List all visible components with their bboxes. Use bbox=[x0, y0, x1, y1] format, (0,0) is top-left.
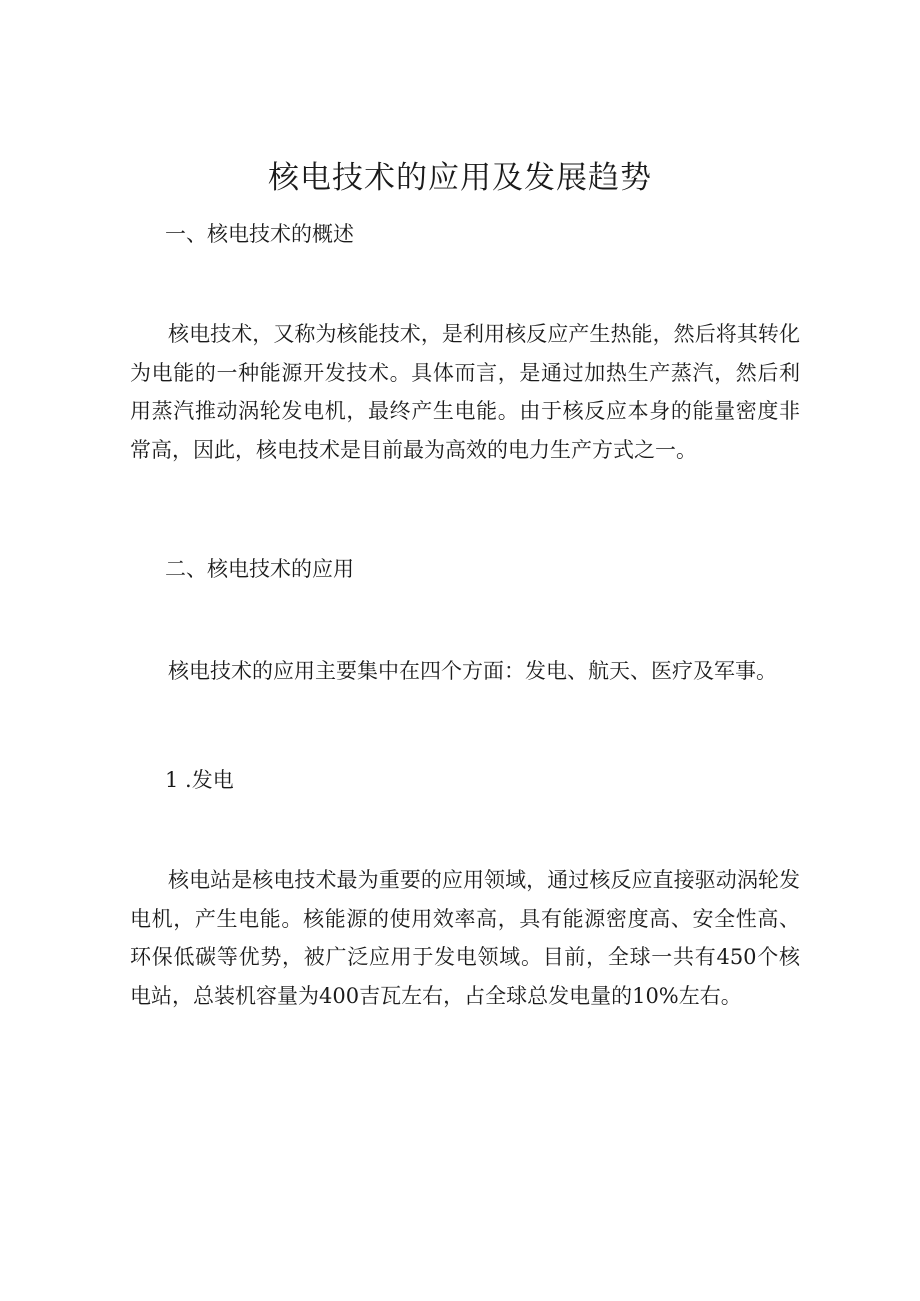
document-title: 核电技术的应用及发展趋势 bbox=[268, 160, 652, 196]
paragraph-power-generation: 核电站是核电技术最为重要的应用领域，通过核反应直接驱动涡轮发电机，产生电能。核能源的使用效率高，具有能源密度高、安全性高、环保低碳等优势，被广泛应用于发电领域。目前，全球一共有450个核电站，总装机容量为400吉瓦左右，占全球总发电量的10%左右。 bbox=[130, 868, 800, 1008]
section-heading-applications: 二、核电技术的应用 bbox=[165, 557, 354, 581]
paragraph-applications-intro: 核电技术的应用主要集中在四个方面：发电、航天、医疗及军事。 bbox=[168, 659, 777, 683]
subsection-heading-power-generation: 1 .发电 bbox=[165, 768, 234, 792]
paragraph-overview: 核电技术，又称为核能技术，是利用核反应产生热能，然后将其转化为电能的一种能源开发技术。具体而言，是通过加热生产蒸汽，然后利用蒸汽推动涡轮发电机，最终产生电能。由于核反应本身的能量密度非常高，因此，核电技术是目前最为高效的电力生产方式之一。 bbox=[130, 322, 800, 462]
section-heading-overview: 一、核电技术的概述 bbox=[165, 222, 354, 246]
